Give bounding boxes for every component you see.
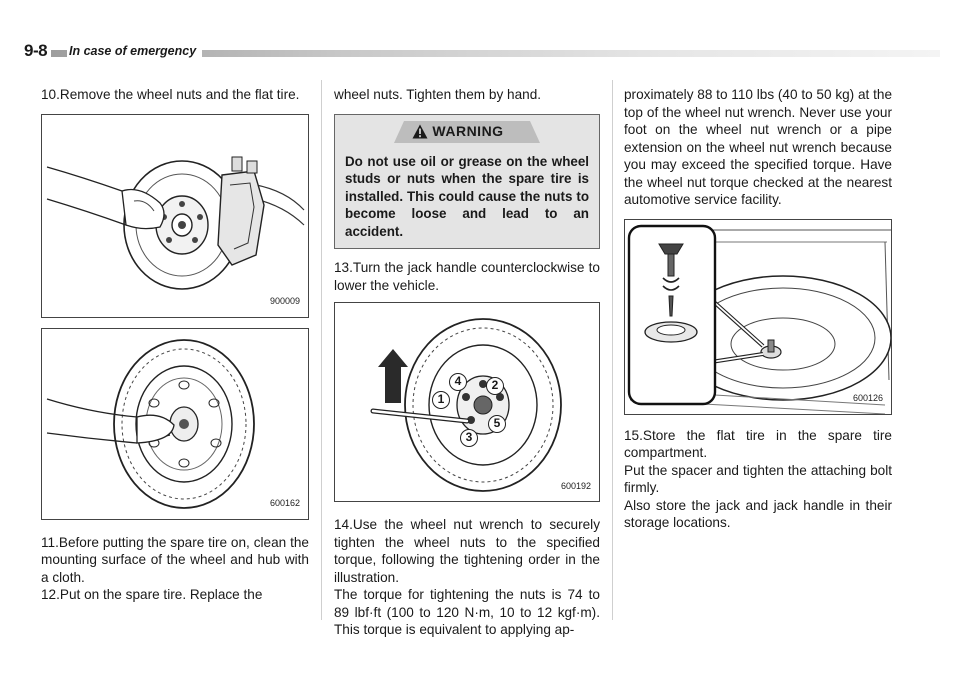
- step-13-text: 13.Turn the jack handle counterclockwise to lower the vehicle.: [334, 260, 600, 293]
- warning-label: WARNING: [432, 122, 504, 139]
- step-10-text: 10.Remove the wheel nuts and the flat tire.: [41, 87, 300, 102]
- warning-tab: [404, 121, 529, 143]
- torque-continued-text: proximately 88 to 110 lbs (40 to 50 kg) at the top of the wheel nut wrench. Never use your foot on the wheel nut wrench or a pipe extension on the wheel nut wrench because you may exceed the specified torque. Have the wheel nut torque checked at the nearest automotive service facility.: [624, 87, 892, 207]
- figure-spare-tire-storage: [624, 219, 892, 415]
- step-11-text: 11.Before putting the spare tire on, clean the mounting surface of the wheel and hub with a cloth.: [41, 534, 309, 585]
- nut-order-label-1: 1: [432, 391, 450, 409]
- page-number: 9-8: [24, 40, 51, 62]
- nut-order-label-4: 4: [449, 373, 467, 391]
- column-middle: [334, 86, 600, 639]
- step-15-spacer-text: Put the spacer and tighten the attaching bolt firmly.: [624, 462, 892, 495]
- column-divider: [612, 80, 613, 620]
- page-header: [24, 40, 940, 62]
- figure-brake-disc: [41, 114, 309, 318]
- figure-tightening-order: [334, 302, 600, 502]
- step-15-text: 15.Store the flat tire in the spare tire compartment.: [624, 427, 892, 460]
- brake-disc-illustration: [42, 115, 308, 317]
- figure-code: 600126: [852, 393, 883, 403]
- torque-text: The torque for tightening the nuts is 74 to 89 lbf·ft (100 to 120 N·m, 10 to 12 kgf·m). This torque is equivalent to applying ap-: [334, 587, 600, 638]
- step-12-text: 12.Put on the spare tire. Replace the: [41, 587, 263, 602]
- spare-tire-compartment-illustration: [625, 220, 891, 414]
- tightening-order-illustration: [335, 303, 599, 501]
- step-15-jack-text: Also store the jack and jack handle in their storage locations.: [624, 497, 892, 530]
- figure-spare-tire-hub: [41, 328, 309, 520]
- step-14-text: 14.Use the wheel nut wrench to securely tighten the wheel nuts to the specified torque, following the tightening order in the illustration.: [334, 517, 600, 585]
- figure-code: 600162: [269, 498, 300, 508]
- warning-triangle-icon: [412, 124, 428, 139]
- figure-code: 900009: [269, 296, 300, 306]
- nut-order-label-2: 2: [486, 377, 504, 395]
- figure-code: 600192: [560, 480, 591, 491]
- column-left: [41, 86, 309, 604]
- warning-box: [334, 114, 600, 250]
- warning-text: Do not use oil or grease on the wheel studs or nuts when the spare tire is installed. This could cause the nuts to become loose and lead to an accident.: [345, 153, 589, 239]
- nut-order-label-3: 3: [460, 429, 478, 447]
- column-divider: [321, 80, 322, 620]
- nut-order-label-5: 5: [488, 415, 506, 433]
- column-right: [624, 86, 892, 532]
- step-12-continued-text: wheel nuts. Tighten them by hand.: [334, 87, 542, 102]
- warning-header: [335, 115, 599, 149]
- section-title: In case of emergency: [67, 43, 202, 59]
- spare-tire-illustration: [42, 329, 308, 519]
